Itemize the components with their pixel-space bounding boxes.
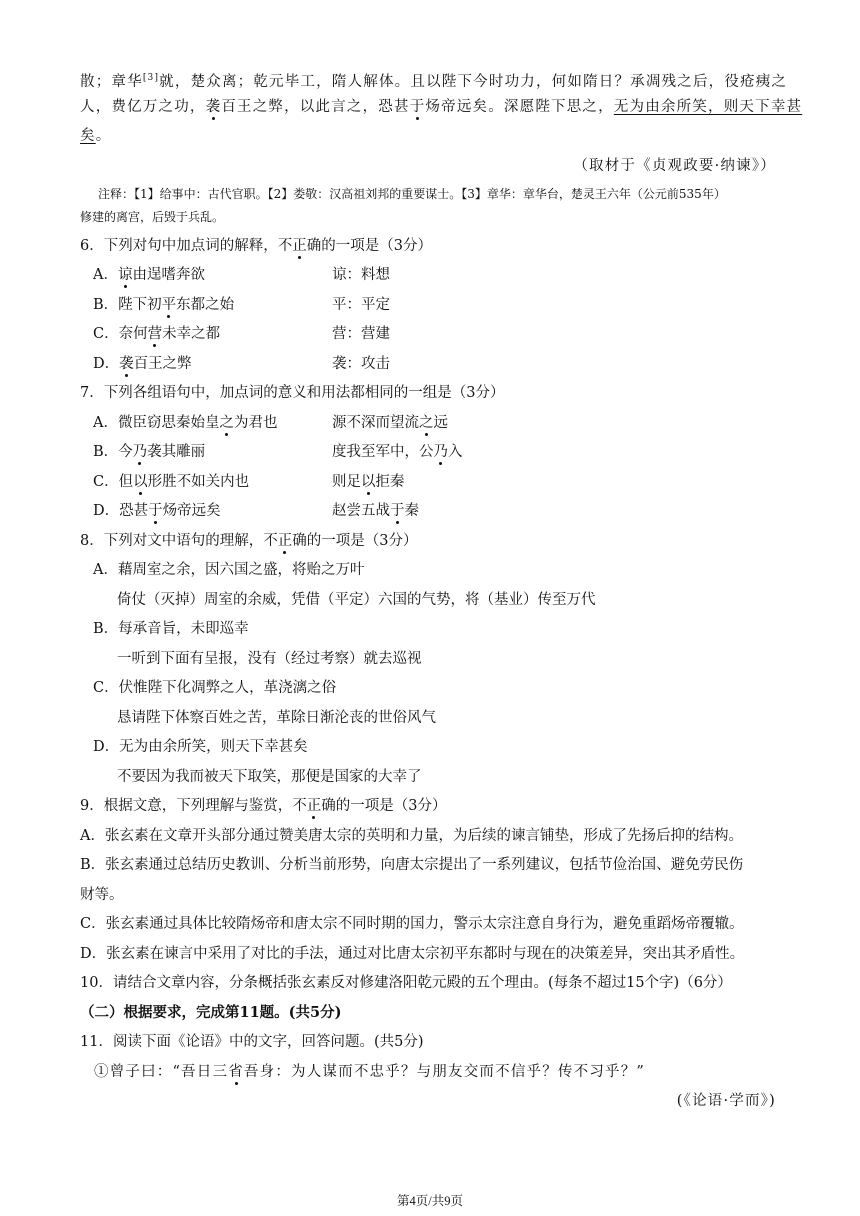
q9-option-c: C．张玄素通过具体比较隋炀帝和唐太宗不同时期的国力，警示太宗注意自身行为，避免重蹈炀帝覆辙。 xyxy=(80,916,744,932)
q6-option-d: D．袭百王之弊 xyxy=(93,356,192,372)
q11-quote: ①曾子曰：“吾日三省吾身：为人谋而不忠乎？与朋友交而不信乎？传不习乎？” xyxy=(94,1064,646,1080)
q7-option-b-right: 度我至军中，公乃入 xyxy=(332,444,463,460)
q10-stem: 10．请结合文章内容，分条概括张玄素反对修建洛阳乾元殿的五个理由。(每条不超过15个字)（6分） xyxy=(80,975,732,991)
q8-stem: 8．下列对文中语句的理解，不正确的一项是（3分） xyxy=(80,533,418,549)
q9-option-b-line-1: B．张玄素通过总结历史教训、分析当前形势，向唐太宗提出了一系列建议，包括节俭治国、避免劳民伤 xyxy=(80,857,744,873)
q9-option-d: D．张玄素在谏言中采用了对比的手法，通过对比唐太宗初平东都时与现在的决策差异，突出其矛盾性。 xyxy=(80,946,745,962)
q7-option-d: D．恐甚于炀帝远矣 xyxy=(93,503,221,519)
q8-option-a-translation: 倚仗（灭掉）周室的余威，凭借（平定）六国的气势，将（基业）传至万代 xyxy=(117,592,596,608)
q7-option-b: B．今乃袭其雕丽 xyxy=(93,444,206,460)
section-2-heading: （二）根据要求，完成第11题。(共5分) xyxy=(80,1004,342,1021)
q8-option-c: C．伏惟陛下化凋弊之人，革浇漓之俗 xyxy=(93,680,337,696)
q6-option-a: A．谅由逞嗜奔欲 xyxy=(93,267,205,283)
notes-line-2: 修建的离宫，后毁于兵乱。 xyxy=(80,210,225,224)
q9-stem: 9．根据文意，下列理解与鉴赏，不正确的一项是（3分） xyxy=(80,798,447,814)
q7-option-c-right: 则足以拒秦 xyxy=(332,474,405,490)
q7-stem: 7．下列各组语句中，加点词的意义和用法都相同的一组是（3分） xyxy=(80,385,505,401)
q6-option-d-gloss: 袭：攻击 xyxy=(332,356,390,372)
passage-source: （取材于《贞观政要·纳谏》） xyxy=(573,158,776,174)
q9-option-b-line-2: 财等。 xyxy=(80,887,124,903)
q8-option-c-translation: 恳请陛下体察百姓之苦，革除日渐沦丧的世俗风气 xyxy=(117,710,436,726)
q11-stem: 11．阅读下面《论语》中的文字，回答问题。(共5分) xyxy=(80,1034,424,1050)
q6-option-b: B．陛下初平东都之始 xyxy=(93,297,235,313)
q8-option-a: A．藉周室之余，因六国之盛，将贻之万叶 xyxy=(93,562,365,578)
q9-option-a: A．张玄素在文章开头部分通过赞美唐太宗的英明和力量，为后续的谏言铺垫，形成了先扬后抑的结构。 xyxy=(80,828,743,844)
q6-option-c-gloss: 营：营建 xyxy=(332,326,390,342)
q11-source: (《论语·学而》) xyxy=(676,1093,776,1109)
q8-option-b: B．每承音旨，未即巡幸 xyxy=(93,621,249,637)
notes-line-1: 注释：【1】给事中：古代官职。【2】娄敬：汉高祖刘邦的重要谋士。【3】章华：章华台，楚灵王六年（公元前535年） xyxy=(98,187,726,201)
q6-option-c: C．奈何营未幸之都 xyxy=(93,326,221,342)
underlined-sentence: 无为由余所笑，则天下幸甚 xyxy=(613,99,803,115)
q8-option-d: D．无为由余所笑，则天下幸甚矣 xyxy=(93,739,308,755)
q7-option-d-right: 赵尝五战于秦 xyxy=(332,503,419,519)
q6-option-b-gloss: 平：平定 xyxy=(332,297,390,313)
passage-line-2: 人，费亿万之功，袭百王之弊，以此言之，恐甚于炀帝远矣。深愿陛下思之，无为由余所笑，则天下幸甚 xyxy=(80,99,803,115)
q8-option-b-translation: 一听到下面有呈报，没有（经过考察）就去巡视 xyxy=(117,651,422,667)
passage-line-3: 矣。 xyxy=(80,128,112,144)
q6-stem: 6．下列对句中加点词的解释，不正确的一项是（3分） xyxy=(80,238,432,254)
q7-option-c: C．但以形胜不如关内也 xyxy=(93,474,250,490)
q7-option-a: A．微臣窃思秦始皇之为君也 xyxy=(93,415,278,431)
page-number: 第4页/共9页 xyxy=(397,1194,463,1208)
q7-option-a-right: 源不深而望流之远 xyxy=(332,415,448,431)
passage-line-1: 散；章华[3]就，楚众离；乾元毕工，隋人解体。且以陛下今时功力，何如隋日？承凋残之后，役疮痍之 xyxy=(80,73,788,90)
q8-option-d-translation: 不要因为我而被天下取笑，那便是国家的大幸了 xyxy=(117,769,422,785)
q6-option-a-gloss: 谅：料想 xyxy=(332,267,390,283)
